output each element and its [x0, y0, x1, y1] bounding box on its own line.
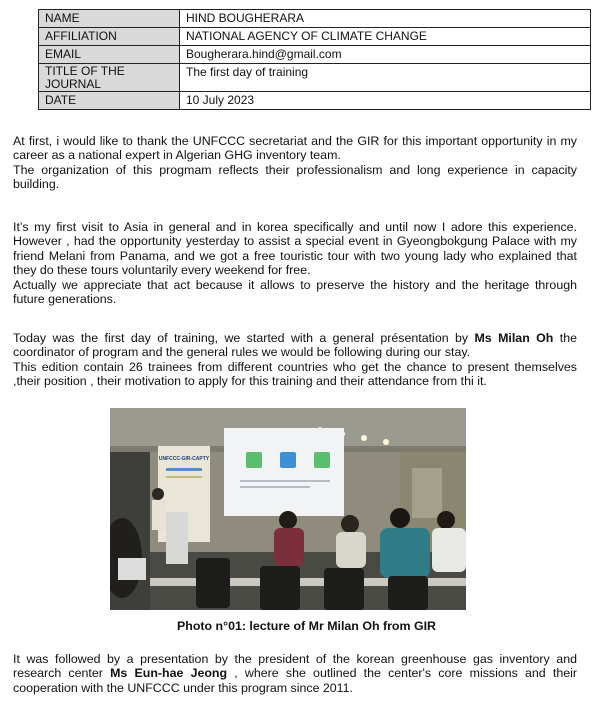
name-value: HIND BOUGHERARA: [180, 10, 591, 28]
affiliation-label: AFFILIATION: [39, 28, 180, 46]
attendee-head: [390, 508, 410, 528]
slide-icon: [314, 452, 330, 468]
title-value: The first day of training: [180, 64, 591, 92]
first-day-text: Today was the first day of training, we started with a general présentation by: [13, 331, 475, 345]
journal-info-table: [38, 9, 591, 110]
attendee-body: [380, 528, 430, 578]
attendee-head: [437, 511, 455, 529]
date-label: DATE: [39, 92, 180, 110]
chair: [260, 566, 300, 610]
lecture-scene-illustration: [110, 408, 466, 610]
first-day-text-end: the coordinator of program and the general rules we would be following during our stay.: [13, 331, 577, 360]
paragraph-thanks: [13, 134, 577, 192]
speaker-body: [152, 500, 166, 530]
chair: [324, 568, 364, 610]
paragraph-visit: [13, 220, 577, 306]
visit-line: It’s my first visit to Asia in general and in korea specifically and until now I adore this experience. However , had the opportunity yesterday to assist a special event in Gyeongbokgung Palace with my friend Melani from Panama, and we got a free touristic tour with two young lady who explained that they do these tours voluntarily every weekend for free.: [13, 220, 577, 278]
lecture-photo: [110, 408, 466, 610]
trainees-line: This edition contain 26 trainees from different countries who get the chance to present themselves ,their position , their motivation to apply for this training and their attendance from thi it.: [13, 359, 577, 389]
date-value: 10 July 2023: [180, 92, 591, 110]
title-label: [39, 64, 180, 92]
organization-line: The organization of this progmam reflects their professionalism and long experience in capacity building.: [13, 162, 577, 192]
slide-icon: [246, 452, 262, 468]
attendee-head: [279, 511, 297, 529]
president-text: It was followed by a presentation by the president of the korean greenhouse gas inventory and research center: [13, 652, 577, 681]
wall-panel: [412, 468, 442, 518]
laptop: [118, 558, 146, 580]
name-label: NAME: [39, 10, 180, 28]
attendee-body: [274, 528, 304, 566]
heritage-line: Actually we appreciate that act because it allows to preserve the history and the heritage through future generations.: [13, 277, 577, 307]
title-label-line1: TITLE OF THE: [45, 64, 125, 78]
paragraph-first-day: [13, 331, 577, 389]
ceiling-light: [361, 435, 367, 441]
president-text-end: , where she outlined the center's core missions and their cooperation with the UNFCCC under this program since 2011.: [13, 666, 578, 695]
paragraph-president: [13, 652, 577, 695]
title-label-line2: JOURNAL: [45, 77, 102, 91]
slide-text-line: [240, 480, 330, 482]
attendee-body: [432, 528, 466, 572]
slide-icon: [280, 452, 296, 468]
president-line: [13, 652, 577, 695]
projection-screen: [224, 428, 344, 516]
banner-stripe: [166, 476, 202, 478]
first-day-line: [13, 331, 577, 360]
chair: [388, 576, 428, 610]
attendee-body: [336, 532, 366, 568]
ceiling-light: [383, 439, 389, 445]
banner-text: UNFCCC-GIR-CAPTY: [158, 456, 210, 462]
attendee-head: [341, 515, 359, 533]
banner-stripe: [166, 468, 202, 471]
coordinator-name: Ms Milan Oh: [474, 331, 554, 345]
email-value: Bougherara.hind@gmail.com: [180, 46, 591, 64]
slide-text-line: [240, 486, 310, 488]
photo-caption: Photo n°01: lecture of Mr Milan Oh from GIR: [177, 619, 436, 633]
podium: [166, 512, 188, 564]
chair: [196, 558, 230, 608]
president-name: Ms Eun-hae Jeong: [110, 666, 228, 681]
thanks-line: At first, i would like to thank the UNFCCC secretariat and the GIR for this important opportunity in my career as a national expert in Algerian GHG inventory team.: [13, 134, 577, 163]
affiliation-value: NATIONAL AGENCY OF CLIMATE CHANGE: [180, 28, 591, 46]
speaker-head: [152, 488, 164, 500]
email-label: EMAIL: [39, 46, 180, 64]
